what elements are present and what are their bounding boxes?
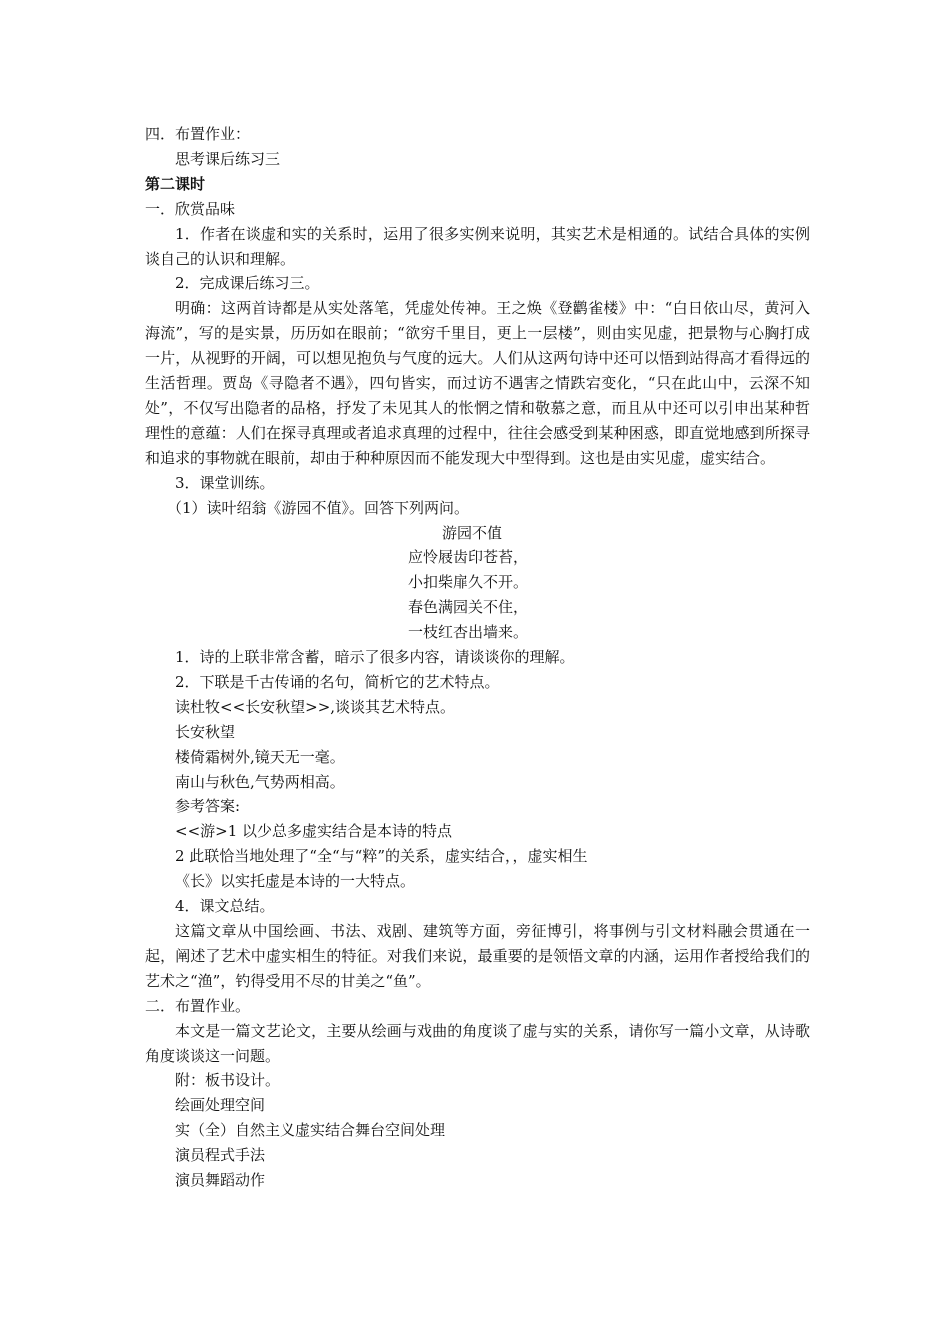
poem-question-1: 1．诗的上联非常含蓄，暗示了很多内容，请谈谈你的理解。 [175,648,575,667]
paragraph-question-1: 1．作者在谈虚和实的关系时，运用了很多实例来说明，其实艺术是相通的。试结合具体的实例谈自己的认识和理解。 [145,224,810,268]
paragraph-assignment: 本文是一篇文艺论文，主要从绘画与戏曲的角度谈了虚与实的关系，请你写一篇小文章，从诗歌角度谈谈这一问题。 [145,1021,810,1065]
board-line-4: 演员舞蹈动作 [175,1171,266,1190]
poem-title: 游园不值 [442,523,503,542]
section-heading-appreciation: 一．欣赏品味 [145,199,236,218]
poem-question-2: 2．下联是千古传诵的名句，简析它的艺术特点。 [175,672,500,691]
exercise-1: （1）读叶绍翁《游园不值》。回答下列两问。 [167,498,470,517]
document-page [145,122,810,1193]
section-heading-homework: 四．布置作业： [145,125,251,143]
homework-item: 思考课后练习三 [175,149,281,168]
board-line-2: 实（全）自然主义虚实结合舞台空间处理 [175,1121,446,1140]
poem2-title: 长安秋望 [175,722,236,741]
board-design-label: 附：板书设计。 [175,1071,281,1090]
poem2-line-1: 楼倚霜树外,镜天无一毫。 [175,747,345,766]
reference-answer-label: 参考答案: [175,797,241,816]
paragraph-summary: 这篇文章从中国绘画、书法、戏剧、建筑等方面，旁征博引，将事例与引文材料融会贯通在一起，阐述了艺术中虚实相生的特征。对我们来说，最重要的是领悟文章的内涵，运用作者授给我们的艺术之“渔”，钓得受用不尽的甘美之“鱼”。 [145,922,810,990]
reference-answer-2: 2 此联恰当地处理了“全“与“粹”的关系，虚实结合，，虚实相生 [175,847,588,866]
lesson-heading: 第二课时 [145,174,206,193]
poem-line-3: 春色满园关不住， [408,598,529,617]
poem2-line-2: 南山与秋色,气势两相高。 [175,772,345,791]
paragraph-answer: 明确：这两首诗都是从实处落笔，凭虚处传神。王之焕《登鹳雀楼》中：“白日依山尽，黄河入海流”，写的是实景，历历如在眼前；“欲穷千里目，更上一层楼”，则由实见虚，把景物与心胸打成一片，从视野的开阔，可以想见抱负与气度的远大。人们从这两句诗中还可以悟到站得高才看得远的生活哲理。贾岛《寻隐者不遇》，四句皆实，而过访不遇害之情跌宕变化，“只在此山中，云深不知处”，不仅写出隐者的品格，抒发了未见其人的怅惘之情和敬慕之意，而且从中还可以引申出某种哲理性的意蕴：人们在探寻真理或者追求真理的过程中，往往会感受到某种困惑，即直觉地感到所探寻和追求的事物就在眼前，却由于种种原因而不能发现大中型得到。这也是由实见虚，虚实结合。 [145,299,810,467]
board-line-1: 绘画处理空间 [175,1096,266,1115]
board-line-3: 演员程式手法 [175,1146,266,1165]
reference-answer-3: 《长》以实托虚是本诗的一大特点。 [175,872,416,891]
question-4: 4．课文总结。 [175,897,275,916]
poem-line-2: 小扣柴扉久不开。 [408,573,529,592]
question-3: 3．课堂训练。 [175,473,275,492]
exercise-2: 读杜牧<<长安秋望>>,谈谈其艺术特点。 [175,697,456,716]
poem-line-4: 一枝红杏出墙来。 [408,623,529,642]
reference-answer-1: <<游>1 以少总多虚实结合是本诗的特点 [175,822,453,841]
question-2: 2．完成课后练习三。 [175,274,320,293]
section-heading-assignment: 二．布置作业。 [145,996,251,1015]
poem-line-1: 应怜屐齿印苍苔， [408,548,529,567]
